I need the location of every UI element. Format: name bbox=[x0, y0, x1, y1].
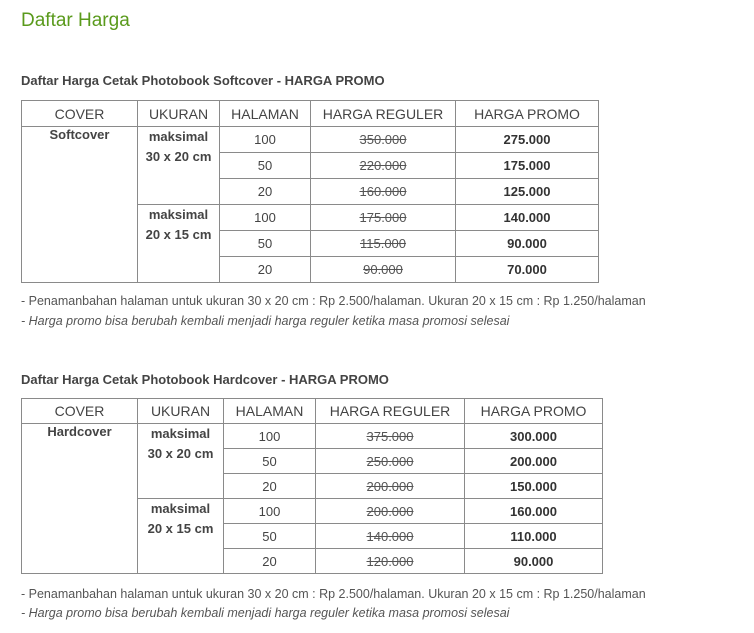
header-halaman: HALAMAN bbox=[220, 101, 311, 127]
halaman-cell: 50 bbox=[220, 153, 311, 179]
halaman-cell: 20 bbox=[224, 549, 316, 574]
ukuran-line1: maksimal bbox=[150, 426, 211, 441]
harga-reguler-cell: 250.000 bbox=[316, 449, 465, 474]
header-cover: COVER bbox=[22, 399, 138, 424]
ukuran-line2: 20 x 15 cm bbox=[147, 521, 214, 536]
ukuran-line1: maksimal bbox=[148, 207, 209, 222]
ukuran-line1: maksimal bbox=[150, 501, 211, 516]
softcover-section-title: Daftar Harga Cetak Photobook Softcover - HARGA PROMO bbox=[21, 73, 385, 88]
cover-cell bbox=[22, 424, 138, 574]
halaman-cell: 100 bbox=[220, 127, 311, 153]
table-row bbox=[22, 127, 599, 153]
hardcover-price-table bbox=[21, 398, 603, 574]
softcover-note-extra-pages: - Penamanbahan halaman untuk ukuran 30 x 20 cm : Rp 2.500/halaman. Ukuran 20 x 15 cm : Rp 1.250/halaman bbox=[21, 294, 646, 308]
harga-reguler-cell: 350.000 bbox=[311, 127, 456, 153]
harga-reguler-cell: 375.000 bbox=[316, 424, 465, 449]
harga-reguler-cell: 140.000 bbox=[316, 524, 465, 549]
halaman-cell: 100 bbox=[224, 499, 316, 524]
harga-promo-cell: 160.000 bbox=[465, 499, 603, 524]
cover-label: Hardcover bbox=[47, 424, 112, 439]
halaman-cell: 100 bbox=[220, 205, 311, 231]
header-harga-promo: HARGA PROMO bbox=[465, 399, 603, 424]
hardcover-section-title: Daftar Harga Cetak Photobook Hardcover - HARGA PROMO bbox=[21, 372, 389, 387]
hardcover-note-extra-pages: - Penamanbahan halaman untuk ukuran 30 x 20 cm : Rp 2.500/halaman. Ukuran 20 x 15 cm : Rp 1.250/halaman bbox=[21, 587, 646, 601]
harga-promo-cell: 90.000 bbox=[456, 231, 599, 257]
harga-reguler-cell: 220.000 bbox=[311, 153, 456, 179]
table-header-row bbox=[22, 399, 603, 424]
harga-reguler-cell: 200.000 bbox=[316, 474, 465, 499]
softcover-note-promo: - Harga promo bisa berubah kembali menjadi harga reguler ketika masa promosi selesai bbox=[21, 314, 510, 328]
harga-promo-cell: 110.000 bbox=[465, 524, 603, 549]
harga-promo-cell: 70.000 bbox=[456, 257, 599, 283]
header-harga-reguler: HARGA REGULER bbox=[311, 101, 456, 127]
harga-promo-cell: 125.000 bbox=[456, 179, 599, 205]
ukuran-line2: 30 x 20 cm bbox=[147, 446, 214, 461]
ukuran-line2: 30 x 20 cm bbox=[145, 149, 212, 164]
harga-promo-cell: 150.000 bbox=[465, 474, 603, 499]
hardcover-note-promo: - Harga promo bisa berubah kembali menjadi harga reguler ketika masa promosi selesai bbox=[21, 606, 510, 620]
halaman-cell: 50 bbox=[224, 449, 316, 474]
softcover-price-table bbox=[21, 100, 599, 283]
harga-promo-cell: 275.000 bbox=[456, 127, 599, 153]
harga-reguler-cell: 200.000 bbox=[316, 499, 465, 524]
harga-promo-cell: 140.000 bbox=[456, 205, 599, 231]
ukuran-cell bbox=[138, 127, 220, 205]
harga-promo-cell: 175.000 bbox=[456, 153, 599, 179]
table-header-row bbox=[22, 101, 599, 127]
harga-promo-cell: 90.000 bbox=[465, 549, 603, 574]
harga-reguler-cell: 120.000 bbox=[316, 549, 465, 574]
halaman-cell: 20 bbox=[220, 179, 311, 205]
header-ukuran: UKURAN bbox=[138, 101, 220, 127]
ukuran-line1: maksimal bbox=[148, 129, 209, 144]
ukuran-cell bbox=[138, 205, 220, 283]
header-harga-reguler: HARGA REGULER bbox=[316, 399, 465, 424]
table-row bbox=[22, 424, 603, 449]
header-cover: COVER bbox=[22, 101, 138, 127]
ukuran-cell bbox=[138, 424, 224, 499]
harga-promo-cell: 200.000 bbox=[465, 449, 603, 474]
header-harga-promo: HARGA PROMO bbox=[456, 101, 599, 127]
halaman-cell: 50 bbox=[224, 524, 316, 549]
harga-reguler-cell: 175.000 bbox=[311, 205, 456, 231]
harga-reguler-cell: 160.000 bbox=[311, 179, 456, 205]
halaman-cell: 50 bbox=[220, 231, 311, 257]
ukuran-cell bbox=[138, 499, 224, 574]
cover-cell bbox=[22, 127, 138, 283]
header-ukuran: UKURAN bbox=[138, 399, 224, 424]
header-halaman: HALAMAN bbox=[224, 399, 316, 424]
harga-reguler-cell: 90.000 bbox=[311, 257, 456, 283]
ukuran-line2: 20 x 15 cm bbox=[145, 227, 212, 242]
halaman-cell: 20 bbox=[220, 257, 311, 283]
page-title: Daftar Harga bbox=[21, 10, 130, 31]
harga-reguler-cell: 115.000 bbox=[311, 231, 456, 257]
halaman-cell: 20 bbox=[224, 474, 316, 499]
harga-promo-cell: 300.000 bbox=[465, 424, 603, 449]
cover-label: Softcover bbox=[49, 127, 110, 142]
halaman-cell: 100 bbox=[224, 424, 316, 449]
